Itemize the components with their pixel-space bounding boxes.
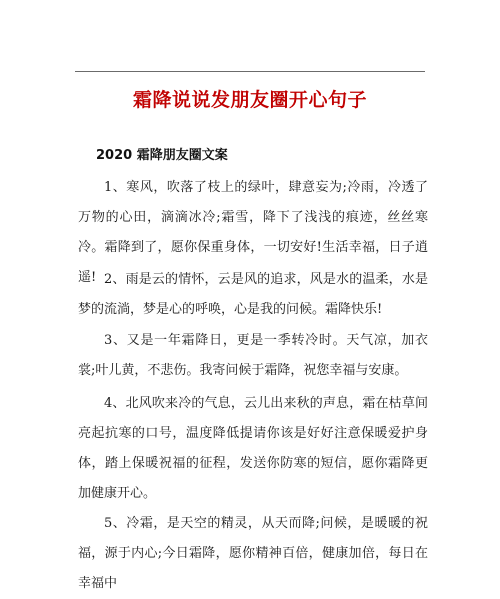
document-title: 霜降说说发朋友圈开心句子 — [132, 89, 367, 111]
header-rule — [75, 71, 425, 72]
paragraph-3: 3、又是一年霜降日，更是一季转冷时。天气凉，加衣裳;叶儿黄，不悲伤。我寄问候于霜降，祝您幸福与安康。 — [78, 333, 428, 378]
paragraph-5: 5、冷霜，是天空的精灵，从天而降;问候，是暖暖的祝福，源于内心;今日霜降，愿你精神百倍，健康加倍，每日在幸福中 — [78, 516, 428, 591]
paragraph-1: 1、寒风，吹落了枝上的绿叶，肆意妄为;冷雨，冷透了万物的心田，滴滴冰冷;霜雪，降下了浅浅的痕迹，丝丝寒冷。霜降到了，愿你保重身体，一切安好!生活幸福，日子逍遥! — [78, 180, 428, 285]
paragraph-2: 2、雨是云的情怀，云是风的追求，风是水的温柔，水是梦的流淌，梦是心的呼唤，心是我的问候。霜降快乐! — [78, 272, 428, 317]
section-heading: 2020 霜降朋友圈文案 — [96, 148, 228, 163]
paragraph-4: 4、北风吹来冷的气息，云儿出来秋的声息，霜在枯草间亮起抗寒的口号，温度降低提请你该是好好注意保暖爱护身体，踏上保暖祝福的征程，发送你防寒的短信，愿你霜降更加健康开心。 — [78, 396, 428, 501]
